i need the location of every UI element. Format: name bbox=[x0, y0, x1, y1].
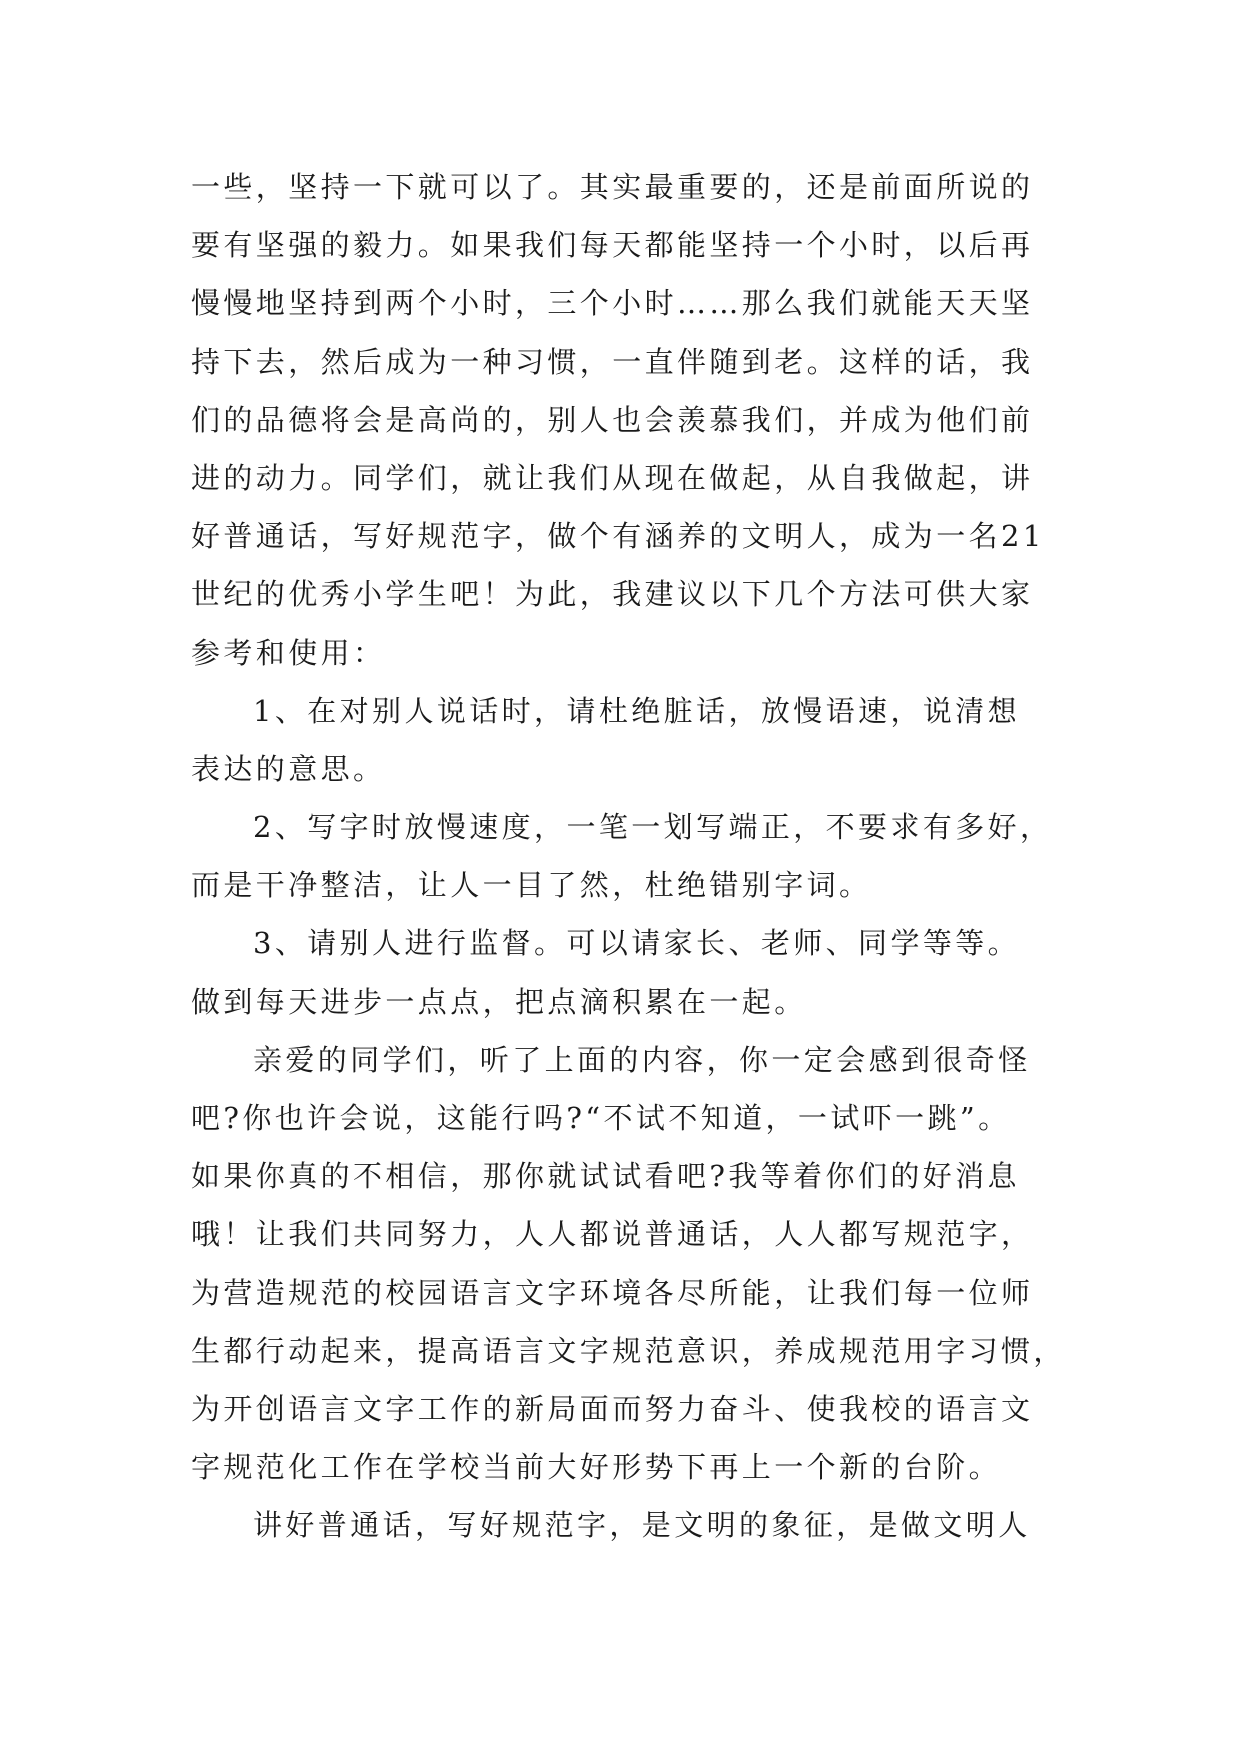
list-item-3: 3、请别人进行监督。可以请家长、老师、同学等等。 bbox=[253, 926, 1021, 961]
text-line: 而是干净整洁，让人一目了然，杜绝错别字词。 bbox=[191, 868, 872, 903]
text-line: 做到每天进步一点点，把点滴积累在一起。 bbox=[191, 984, 807, 1019]
text-line: 为开创语言文字工作的新局面而努力奋斗、使我校的语言文 bbox=[191, 1391, 1034, 1426]
text-line: 吧?你也许会说，这能行吗?“不试不知道，一试吓一跳”。 bbox=[191, 1101, 1011, 1135]
text-line: 一些，坚持一下就可以了。其实最重要的，还是前面所说的 bbox=[191, 170, 1034, 204]
text-line: 世纪的优秀小学生吧！为此，我建议以下几个方法可供大家 bbox=[191, 577, 1034, 612]
text-line: 们的品德将会是高尚的，别人也会羡慕我们，并成为他们前 bbox=[191, 402, 1034, 437]
text-line: 哦！让我们共同努力，人人都说普通话，人人都写规范字， bbox=[191, 1217, 1034, 1252]
list-item-1: 1、在对别人说话时，请杜绝脏话，放慢语速，说清想 bbox=[253, 693, 1021, 728]
text-line: 字规范化工作在学校当前大好形势下再上一个新的台阶。 bbox=[191, 1450, 1002, 1485]
text-line: 进的动力。同学们，就让我们从现在做起，从自我做起，讲 bbox=[191, 460, 1034, 495]
paragraph-start: 亲爱的同学们，听了上面的内容，你一定会感到很奇怪 bbox=[253, 1042, 1031, 1077]
text-line: 生都行动起来，提高语言文字规范意识，养成规范用字习惯， bbox=[191, 1333, 1066, 1368]
text-line: 慢慢地坚持到两个小时，三个小时……那么我们就能天天坚 bbox=[191, 286, 1034, 321]
text-line: 持下去，然后成为一种习惯，一直伴随到老。这样的话，我 bbox=[191, 344, 1034, 379]
text-line: 如果你真的不相信，那你就试试看吧?我等着你们的好消息 bbox=[191, 1159, 1020, 1194]
list-item-2: 2、写字时放慢速度，一笔一划写端正，不要求有多好， bbox=[253, 810, 1053, 845]
text-line: 好普通话，写好规范字，做个有涵养的文明人，成为一名21 bbox=[191, 519, 1045, 554]
text-line: 表达的意思。 bbox=[191, 751, 386, 786]
body-text bbox=[191, 158, 1071, 1555]
text-line: 参考和使用： bbox=[191, 635, 386, 670]
text-line: 为营造规范的校园语言文字环境各尽所能，让我们每一位师 bbox=[191, 1275, 1034, 1310]
text-line: 要有坚强的毅力。如果我们每天都能坚持一个小时，以后再 bbox=[191, 228, 1034, 263]
paragraph-start: 讲好普通话，写好规范字，是文明的象征，是做文明人 bbox=[253, 1508, 1031, 1543]
